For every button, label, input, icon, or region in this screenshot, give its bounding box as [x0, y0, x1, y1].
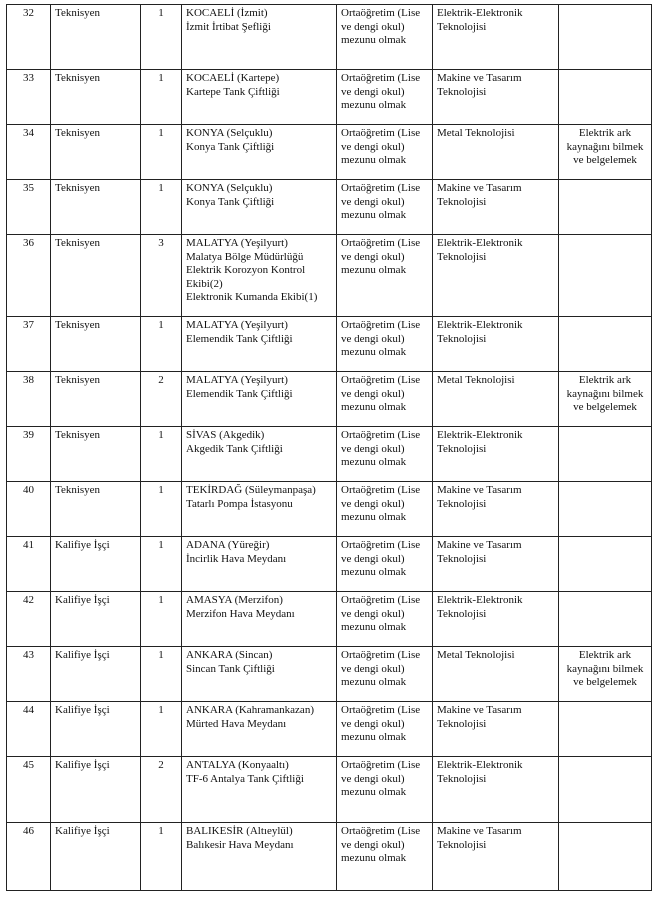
table-row	[7, 823, 652, 891]
table-row	[7, 757, 652, 823]
position-title: Teknisyen	[51, 427, 141, 482]
location-unit: Mürted Hava Meydanı	[186, 717, 287, 730]
department: Makine ve Tasarım Teknolojisi	[433, 702, 559, 757]
department: Elektrik-Elektronik Teknolojisi	[433, 757, 559, 823]
location-unit: Malatya Bölge Müdürlüğü	[186, 250, 304, 263]
row-number: 32	[7, 5, 51, 70]
department: Metal Teknolojisi	[433, 372, 559, 427]
location-city: KONYA (Selçuklu)	[186, 182, 273, 194]
location-cell	[182, 537, 337, 592]
positions-table	[6, 4, 652, 891]
location-city: ANKARA (Sincan)	[186, 649, 273, 661]
table-row	[7, 372, 652, 427]
location-unit: İzmit İrtibat Şefliği	[186, 20, 271, 33]
table-row	[7, 647, 652, 702]
position-count: 1	[141, 537, 182, 592]
location-unit: Elemendik Tank Çiftliği	[186, 332, 293, 345]
position-count: 1	[141, 5, 182, 70]
additional-note	[559, 702, 652, 757]
location-cell	[182, 70, 337, 125]
department: Makine ve Tasarım Teknolojisi	[433, 180, 559, 235]
location-unit: Elektronik Kumanda Ekibi(1)	[186, 291, 318, 304]
additional-note	[559, 180, 652, 235]
position-count: 1	[141, 70, 182, 125]
position-count: 1	[141, 647, 182, 702]
location-cell	[182, 5, 337, 70]
position-count: 1	[141, 427, 182, 482]
row-number: 44	[7, 702, 51, 757]
table-row	[7, 702, 652, 757]
position-count: 2	[141, 757, 182, 823]
department: Elektrik-Elektronik Teknolojisi	[433, 5, 559, 70]
location-cell	[182, 235, 337, 317]
table-row	[7, 180, 652, 235]
position-count: 2	[141, 372, 182, 427]
table-row	[7, 5, 652, 70]
location-city: MALATYA (Yeşilyurt)	[186, 319, 288, 331]
position-count: 1	[141, 592, 182, 647]
table-row	[7, 235, 652, 317]
position-title: Kalifiye İşçi	[51, 647, 141, 702]
education-requirement: Ortaöğretim (Lise ve dengi okul) mezunu olmak	[337, 70, 433, 125]
additional-note	[559, 235, 652, 317]
position-count: 1	[141, 125, 182, 180]
additional-note	[559, 823, 652, 891]
location-unit: Akgedik Tank Çiftliği	[186, 442, 283, 455]
position-title: Kalifiye İşçi	[51, 823, 141, 891]
row-number: 38	[7, 372, 51, 427]
table-row	[7, 317, 652, 372]
department: Elektrik-Elektronik Teknolojisi	[433, 592, 559, 647]
location-city: ADANA (Yüreğir)	[186, 539, 270, 551]
table-row	[7, 70, 652, 125]
department: Makine ve Tasarım Teknolojisi	[433, 823, 559, 891]
additional-note	[559, 537, 652, 592]
department: Elektrik-Elektronik Teknolojisi	[433, 235, 559, 317]
location-cell	[182, 757, 337, 823]
location-city: ANTALYA (Konyaaltı)	[186, 759, 289, 771]
location-unit: Merzifon Hava Meydanı	[186, 607, 295, 620]
table-row	[7, 592, 652, 647]
department: Elektrik-Elektronik Teknolojisi	[433, 427, 559, 482]
location-unit: Konya Tank Çiftliği	[186, 140, 275, 153]
additional-note	[559, 592, 652, 647]
position-title: Kalifiye İşçi	[51, 537, 141, 592]
row-number: 40	[7, 482, 51, 537]
location-cell	[182, 125, 337, 180]
row-number: 36	[7, 235, 51, 317]
table-row	[7, 537, 652, 592]
location-unit: Elemendik Tank Çiftliği	[186, 387, 293, 400]
location-cell	[182, 592, 337, 647]
position-title: Teknisyen	[51, 317, 141, 372]
position-title: Kalifiye İşçi	[51, 757, 141, 823]
table-row	[7, 125, 652, 180]
education-requirement: Ortaöğretim (Lise ve dengi okul) mezunu olmak	[337, 235, 433, 317]
location-unit: Kartepe Tank Çiftliği	[186, 85, 280, 98]
location-unit: TF-6 Antalya Tank Çiftliği	[186, 772, 304, 785]
position-title: Teknisyen	[51, 482, 141, 537]
row-number: 35	[7, 180, 51, 235]
table-body	[7, 5, 652, 891]
education-requirement: Ortaöğretim (Lise ve dengi okul) mezunu olmak	[337, 647, 433, 702]
row-number: 33	[7, 70, 51, 125]
position-title: Teknisyen	[51, 180, 141, 235]
row-number: 45	[7, 757, 51, 823]
location-cell	[182, 823, 337, 891]
row-number: 42	[7, 592, 51, 647]
location-city: AMASYA (Merzifon)	[186, 594, 283, 606]
row-number: 39	[7, 427, 51, 482]
position-title: Kalifiye İşçi	[51, 592, 141, 647]
location-unit: Balıkesir Hava Meydanı	[186, 838, 294, 851]
location-city: MALATYA (Yeşilyurt)	[186, 237, 288, 249]
position-title: Teknisyen	[51, 70, 141, 125]
position-count: 1	[141, 482, 182, 537]
education-requirement: Ortaöğretim (Lise ve dengi okul) mezunu olmak	[337, 702, 433, 757]
position-count: 3	[141, 235, 182, 317]
education-requirement: Ortaöğretim (Lise ve dengi okul) mezunu olmak	[337, 823, 433, 891]
additional-note	[559, 70, 652, 125]
location-city: MALATYA (Yeşilyurt)	[186, 374, 288, 386]
position-count: 1	[141, 317, 182, 372]
education-requirement: Ortaöğretim (Lise ve dengi okul) mezunu olmak	[337, 372, 433, 427]
location-unit: Sincan Tank Çiftliği	[186, 662, 275, 675]
education-requirement: Ortaöğretim (Lise ve dengi okul) mezunu olmak	[337, 482, 433, 537]
location-city: KONYA (Selçuklu)	[186, 127, 273, 139]
department: Metal Teknolojisi	[433, 647, 559, 702]
department: Makine ve Tasarım Teknolojisi	[433, 537, 559, 592]
additional-note	[559, 757, 652, 823]
education-requirement: Ortaöğretim (Lise ve dengi okul) mezunu olmak	[337, 757, 433, 823]
location-cell	[182, 317, 337, 372]
education-requirement: Ortaöğretim (Lise ve dengi okul) mezunu olmak	[337, 317, 433, 372]
location-cell	[182, 647, 337, 702]
position-count: 1	[141, 180, 182, 235]
location-cell	[182, 702, 337, 757]
department: Elektrik-Elektronik Teknolojisi	[433, 317, 559, 372]
education-requirement: Ortaöğretim (Lise ve dengi okul) mezunu olmak	[337, 427, 433, 482]
table-row	[7, 427, 652, 482]
row-number: 43	[7, 647, 51, 702]
position-title: Teknisyen	[51, 125, 141, 180]
location-cell	[182, 372, 337, 427]
location-cell	[182, 482, 337, 537]
position-title: Teknisyen	[51, 372, 141, 427]
location-city: SİVAS (Akgedik)	[186, 429, 265, 441]
department: Makine ve Tasarım Teknolojisi	[433, 70, 559, 125]
education-requirement: Ortaöğretim (Lise ve dengi okul) mezunu olmak	[337, 5, 433, 70]
location-city: BALIKESİR (Altıeylül)	[186, 825, 293, 837]
position-title: Kalifiye İşçi	[51, 702, 141, 757]
location-unit: İncirlik Hava Meydanı	[186, 552, 287, 565]
table-row	[7, 482, 652, 537]
position-title: Teknisyen	[51, 235, 141, 317]
location-city: KOCAELİ (Kartepe)	[186, 72, 280, 84]
location-unit: Konya Tank Çiftliği	[186, 195, 275, 208]
location-cell	[182, 180, 337, 235]
department: Makine ve Tasarım Teknolojisi	[433, 482, 559, 537]
additional-note: Elektrik ark kaynağını bilmek ve belgelemek	[559, 125, 652, 180]
education-requirement: Ortaöğretim (Lise ve dengi okul) mezunu olmak	[337, 592, 433, 647]
row-number: 34	[7, 125, 51, 180]
position-count: 1	[141, 823, 182, 891]
position-count: 1	[141, 702, 182, 757]
location-cell	[182, 427, 337, 482]
additional-note: Elektrik ark kaynağını bilmek ve belgelemek	[559, 372, 652, 427]
location-unit: Tatarlı Pompa İstasyonu	[186, 497, 293, 510]
row-number: 37	[7, 317, 51, 372]
position-title: Teknisyen	[51, 5, 141, 70]
location-city: ANKARA (Kahramankazan)	[186, 704, 314, 716]
location-unit: Elektrik Korozyon Kontrol Ekibi(2)	[186, 264, 306, 290]
additional-note: Elektrik ark kaynağını bilmek ve belgelemek	[559, 647, 652, 702]
additional-note	[559, 317, 652, 372]
education-requirement: Ortaöğretim (Lise ve dengi okul) mezunu olmak	[337, 180, 433, 235]
additional-note	[559, 482, 652, 537]
location-city: TEKİRDAĞ (Süleymanpaşa)	[186, 484, 316, 496]
additional-note	[559, 5, 652, 70]
location-city: KOCAELİ (İzmit)	[186, 7, 268, 19]
education-requirement: Ortaöğretim (Lise ve dengi okul) mezunu olmak	[337, 125, 433, 180]
department: Metal Teknolojisi	[433, 125, 559, 180]
additional-note	[559, 427, 652, 482]
row-number: 41	[7, 537, 51, 592]
education-requirement: Ortaöğretim (Lise ve dengi okul) mezunu olmak	[337, 537, 433, 592]
row-number: 46	[7, 823, 51, 891]
